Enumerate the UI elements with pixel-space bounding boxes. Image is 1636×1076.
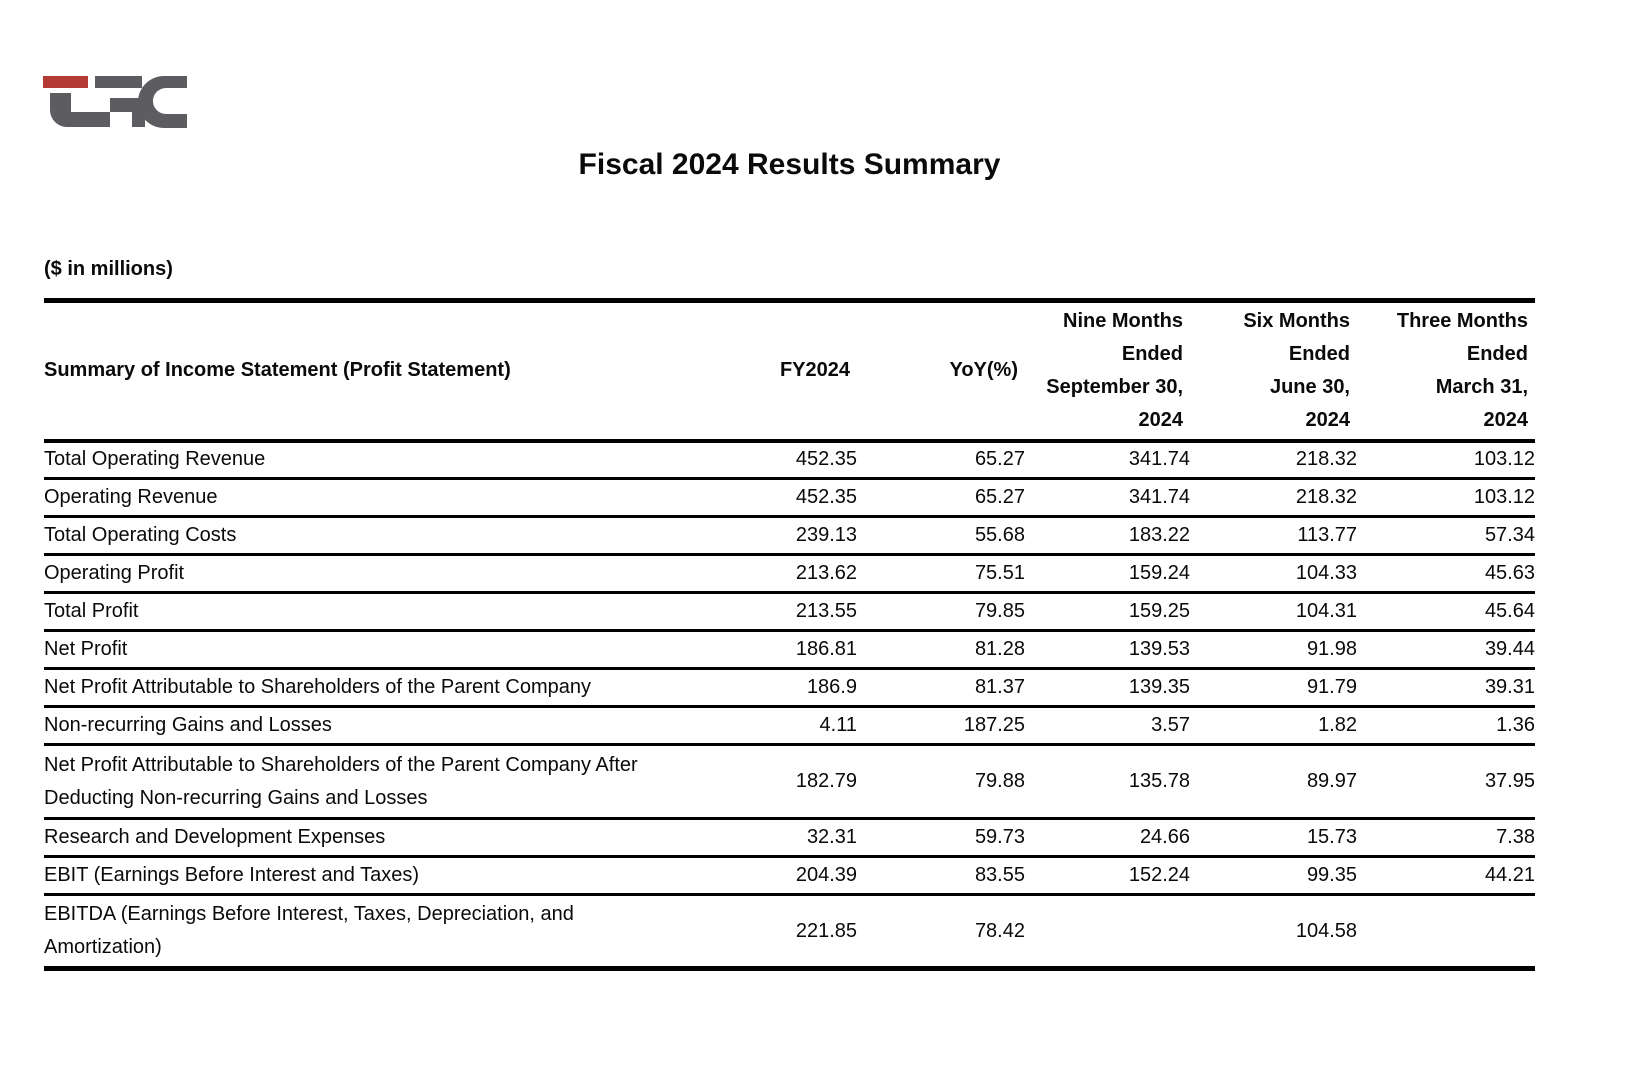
lfc-logo-icon bbox=[43, 75, 189, 133]
header-line: Nine Months bbox=[1063, 309, 1183, 332]
row-label-text: EBITDA (Earnings Before Interest, Taxes, Depreciation, and Amortization) bbox=[44, 903, 574, 958]
header-line: Ended bbox=[1121, 342, 1183, 365]
cell-value: 44.21 bbox=[1484, 864, 1535, 886]
cell-value: 104.58 bbox=[1295, 919, 1357, 942]
cell-value: 81.28 bbox=[974, 638, 1025, 660]
cell-value: 83.55 bbox=[974, 864, 1025, 886]
cell-value: 24.66 bbox=[1139, 826, 1190, 848]
cell-value: 218.32 bbox=[1295, 486, 1357, 508]
cell-value: 103.12 bbox=[1473, 486, 1535, 508]
cell-value: 186.9 bbox=[806, 676, 857, 698]
cell-value: 218.32 bbox=[1295, 448, 1357, 471]
cell-value: 452.35 bbox=[795, 486, 857, 508]
table-row bbox=[44, 895, 1535, 969]
cell-value: 139.35 bbox=[1128, 676, 1190, 698]
table-row bbox=[44, 707, 1535, 745]
cell-value: 3.57 bbox=[1151, 714, 1190, 736]
cell-value: 103.12 bbox=[1473, 448, 1535, 471]
header-six-months bbox=[1190, 301, 1357, 441]
table-row bbox=[44, 479, 1535, 517]
header-three-months bbox=[1357, 301, 1535, 441]
cell-value: 182.79 bbox=[795, 770, 857, 792]
row-label-text: Net Profit Attributable to Shareholders of the Parent Company After Deducting Non-recurring Gains and Losses bbox=[44, 753, 638, 809]
row-label: Total Profit bbox=[44, 600, 139, 622]
cell-value: 91.98 bbox=[1306, 638, 1357, 660]
cell-value: 81.37 bbox=[974, 676, 1025, 698]
header-line: 2024 bbox=[1138, 408, 1183, 431]
header-line: 2024 bbox=[1483, 408, 1528, 431]
header-line: June 30, bbox=[1269, 375, 1350, 398]
cell-value: 341.74 bbox=[1128, 448, 1190, 471]
row-label bbox=[44, 895, 744, 969]
row-label: Operating Profit bbox=[44, 562, 185, 584]
cell-value: 239.13 bbox=[795, 524, 857, 546]
table-row bbox=[44, 593, 1535, 631]
cell-value: 139.53 bbox=[1128, 638, 1190, 660]
cell-value: 1.36 bbox=[1496, 714, 1535, 736]
cell-value: 65.27 bbox=[974, 448, 1025, 471]
row-label: EBIT (Earnings Before Interest and Taxes) bbox=[44, 864, 420, 886]
row-label: Total Operating Costs bbox=[44, 524, 237, 546]
cell-value: 159.24 bbox=[1128, 562, 1190, 584]
header-fy2024 bbox=[744, 301, 857, 441]
cell-value: 39.44 bbox=[1484, 638, 1535, 660]
cell-value: 39.31 bbox=[1484, 676, 1535, 698]
row-label: Net Profit bbox=[44, 638, 128, 660]
cell-value: 15.73 bbox=[1306, 826, 1357, 848]
cell-value: 45.64 bbox=[1484, 600, 1535, 622]
cell-value: 135.78 bbox=[1128, 770, 1190, 792]
cell-value: 32.31 bbox=[806, 826, 857, 848]
cell-value: 55.68 bbox=[974, 524, 1025, 546]
table-row bbox=[44, 745, 1535, 819]
table-row bbox=[44, 517, 1535, 555]
income-statement-table bbox=[44, 298, 1535, 971]
header-line: YoY(%) bbox=[949, 359, 1018, 382]
cell-value: 91.79 bbox=[1306, 676, 1357, 698]
header-line: Three Months bbox=[1396, 309, 1528, 332]
table-row bbox=[44, 857, 1535, 895]
header-line: Ended bbox=[1466, 342, 1528, 365]
cell-value: 79.85 bbox=[974, 600, 1025, 622]
cell-value: 57.34 bbox=[1484, 524, 1535, 546]
header-line: Ended bbox=[1288, 342, 1350, 365]
cell-value: 204.39 bbox=[795, 864, 857, 886]
cell-value: 79.88 bbox=[974, 770, 1025, 792]
table-row bbox=[44, 819, 1535, 857]
row-label: Non-recurring Gains and Losses bbox=[44, 714, 332, 736]
cell-value: 187.25 bbox=[963, 714, 1025, 736]
table-row bbox=[44, 669, 1535, 707]
row-label: Net Profit Attributable to Shareholders of the Parent Company bbox=[44, 676, 591, 698]
cell-value: 341.74 bbox=[1128, 486, 1190, 508]
cell-value: 152.24 bbox=[1128, 864, 1190, 886]
row-label: Research and Development Expenses bbox=[44, 826, 386, 848]
cell-value: 113.77 bbox=[1297, 524, 1357, 546]
cell-value: 75.51 bbox=[974, 562, 1025, 584]
header-yoy bbox=[857, 301, 1025, 441]
cell-value: 89.97 bbox=[1306, 770, 1357, 792]
cell-value: 221.85 bbox=[795, 919, 857, 942]
table-row bbox=[44, 555, 1535, 593]
header-nine-months bbox=[1025, 301, 1190, 441]
cell-value: 7.38 bbox=[1496, 826, 1535, 848]
cell-value: 59.73 bbox=[974, 826, 1025, 848]
cell-value: 104.31 bbox=[1295, 600, 1357, 622]
cell-value: 213.55 bbox=[795, 600, 857, 622]
row-label bbox=[44, 745, 744, 819]
cell-value: 37.95 bbox=[1484, 770, 1535, 792]
cell-value: 104.33 bbox=[1295, 562, 1357, 584]
cell-value: 45.63 bbox=[1484, 562, 1535, 584]
cell-value bbox=[1357, 895, 1535, 969]
cell-value: 1.82 bbox=[1318, 714, 1357, 736]
table-row bbox=[44, 631, 1535, 669]
cell-value: 65.27 bbox=[974, 486, 1025, 508]
cell-value: 183.22 bbox=[1128, 524, 1190, 546]
cell-value bbox=[1025, 895, 1190, 969]
table-row bbox=[44, 441, 1535, 479]
row-label: Total Operating Revenue bbox=[44, 448, 266, 471]
header-line: September 30, bbox=[1046, 375, 1183, 398]
cell-value: 159.25 bbox=[1128, 600, 1190, 622]
page-title: Fiscal 2024 Results Summary bbox=[578, 148, 1001, 181]
table-header-row bbox=[44, 301, 1535, 441]
cell-value: 186.81 bbox=[795, 638, 857, 660]
cell-value: 99.35 bbox=[1306, 864, 1357, 886]
header-line: Six Months bbox=[1243, 309, 1350, 332]
row-label: Operating Revenue bbox=[44, 486, 218, 508]
cell-value: 78.42 bbox=[974, 919, 1025, 942]
header-line: March 31, bbox=[1435, 375, 1528, 398]
header-line: 2024 bbox=[1305, 408, 1350, 431]
header-line: FY2024 bbox=[779, 359, 850, 382]
header-summary-label: Summary of Income Statement (Profit Statement) bbox=[44, 301, 744, 441]
units-note: ($ in millions) bbox=[44, 258, 173, 280]
cell-value: 4.11 bbox=[819, 714, 857, 736]
company-logo bbox=[43, 75, 189, 133]
cell-value: 452.35 bbox=[795, 448, 857, 471]
report-content bbox=[44, 256, 1535, 971]
cell-value: 213.62 bbox=[795, 562, 857, 584]
